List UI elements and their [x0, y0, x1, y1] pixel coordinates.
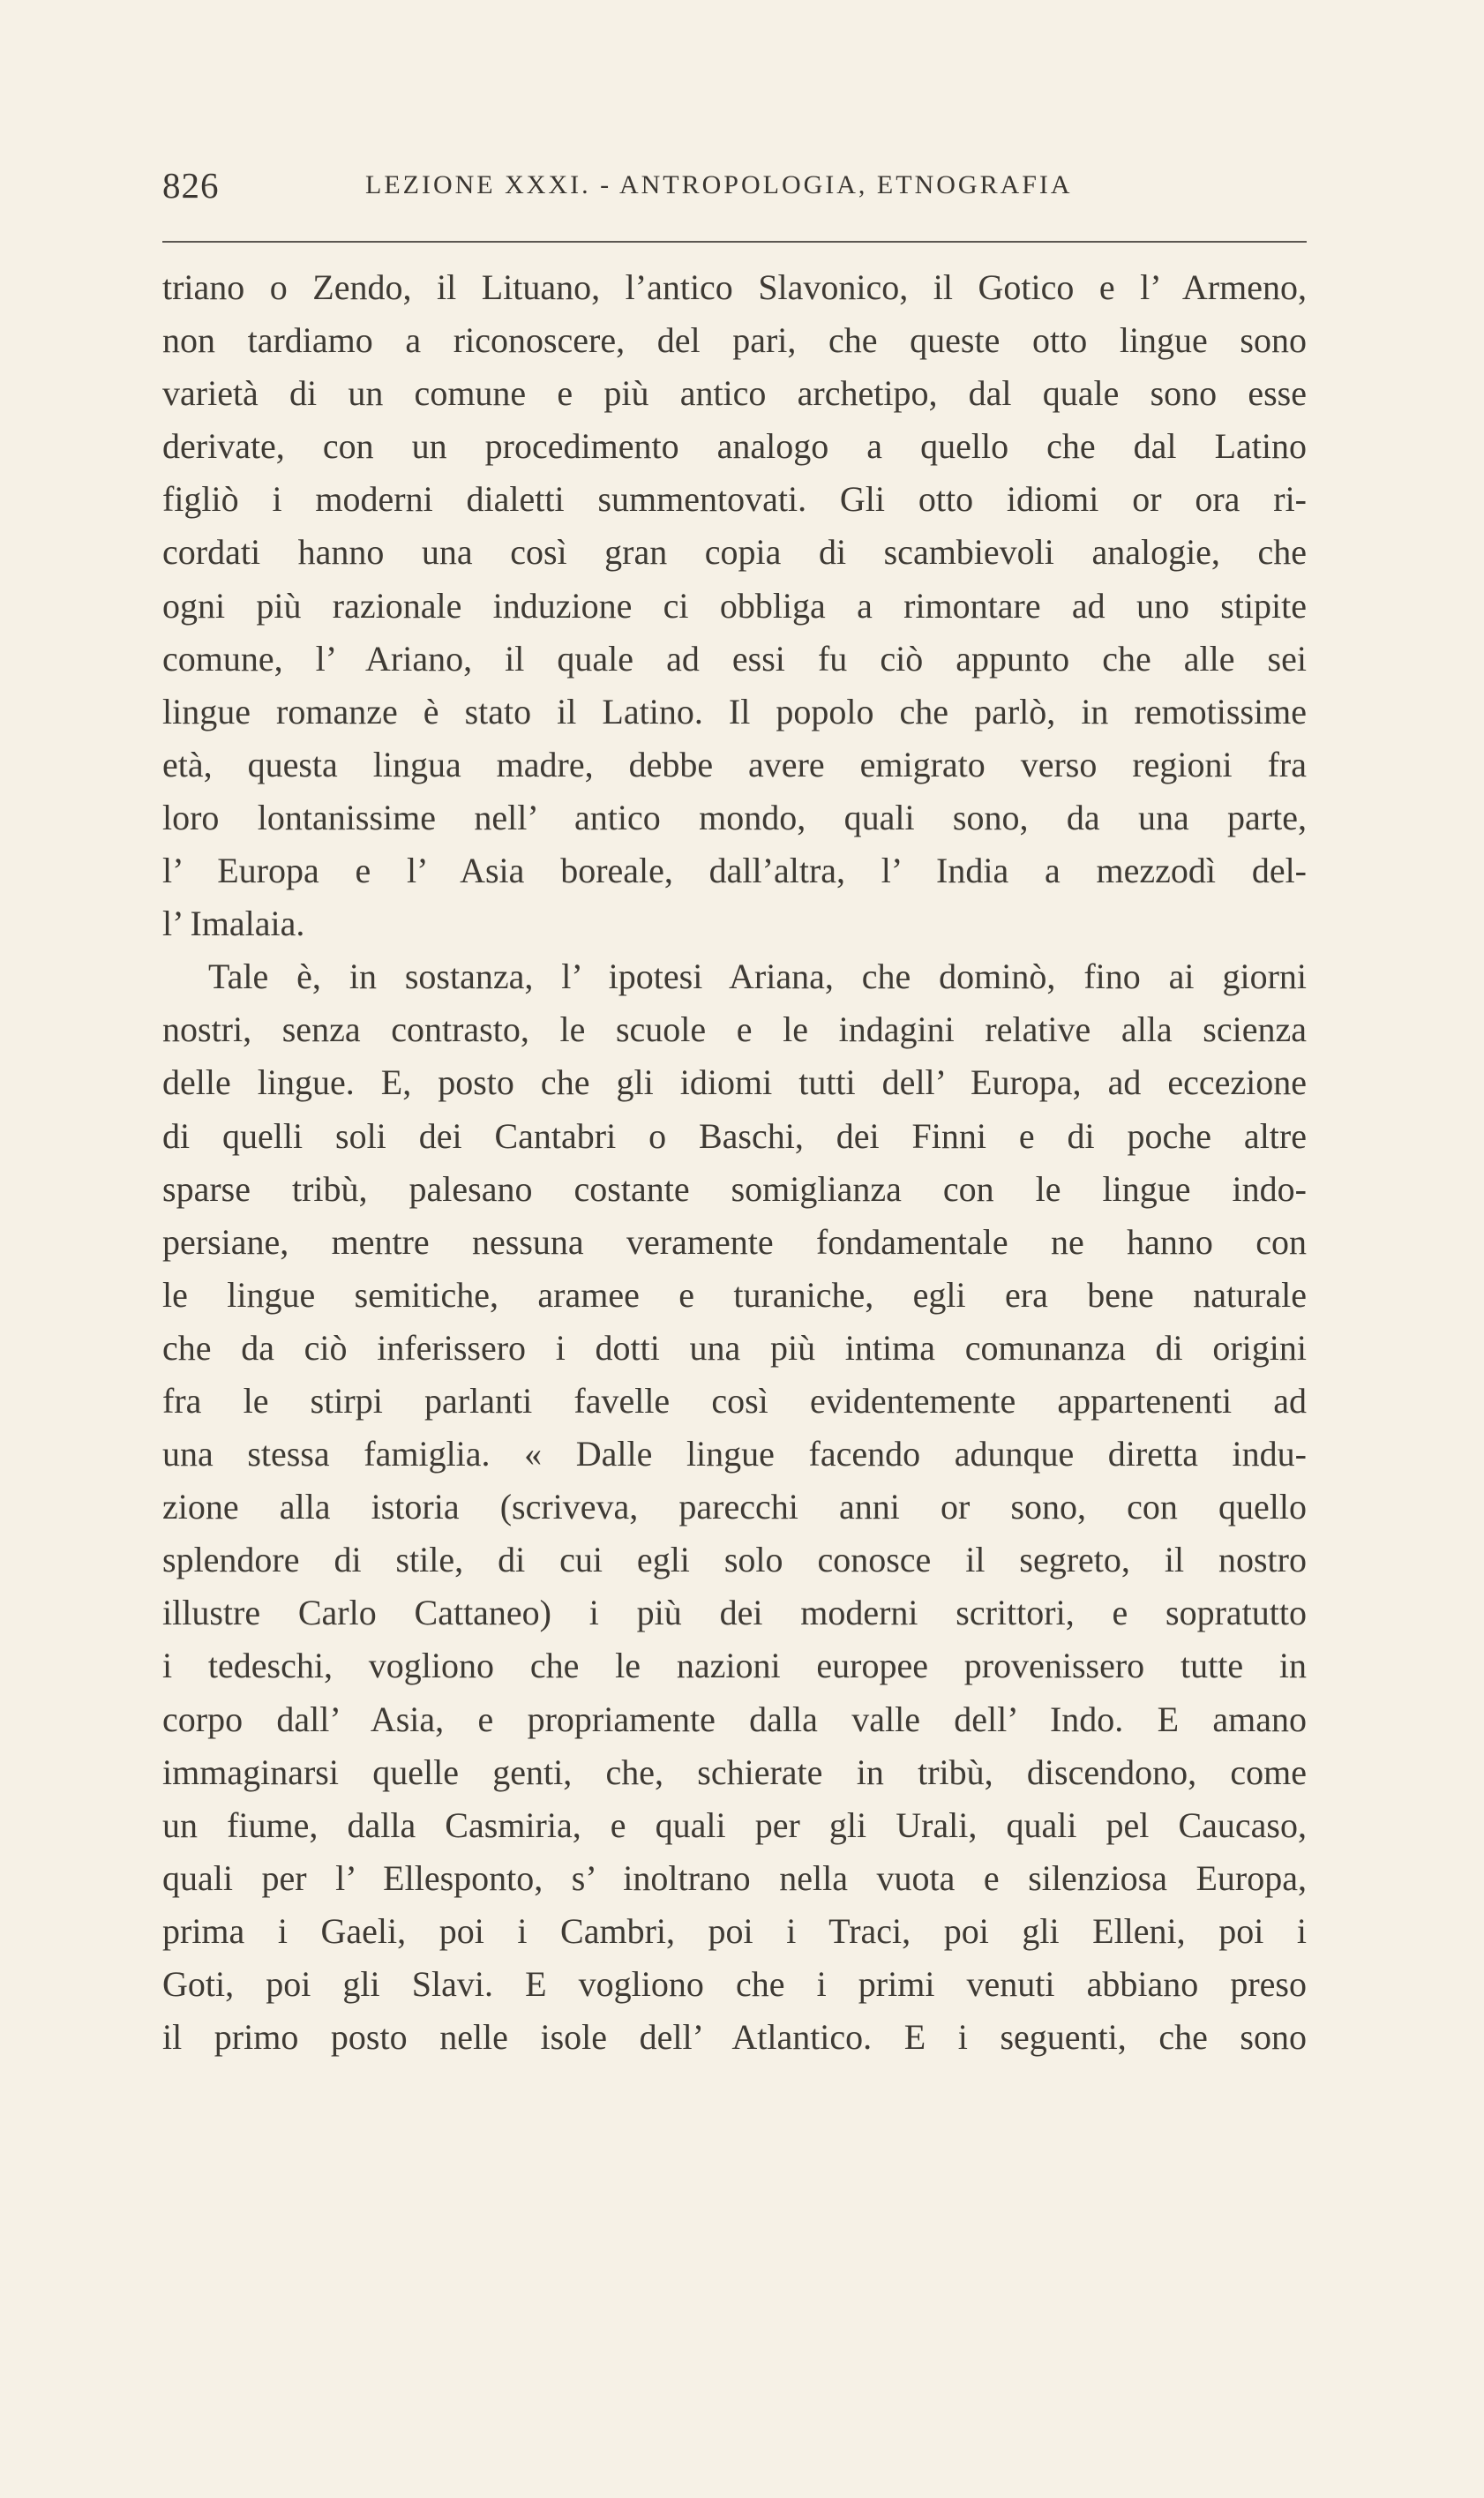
text-line: varietà di un comune e più antico archetipo, dal quale sono esse	[162, 373, 1307, 414]
text-line: lingue romanze è stato il Latino. Il popolo che parlò, in remotissime	[162, 691, 1307, 731]
paragraph-first-line: Tale è, in sostanza, l’ ipotesi Ariana, che dominò, fino ai giorni	[208, 956, 1307, 997]
text-line: età, questa lingua madre, debbe avere emigrato verso regioni fra	[162, 744, 1307, 784]
text-line: Goti, poi gli Slavi. E vogliono che i primi venuti abbiano preso	[162, 1964, 1307, 2004]
text-line: comune, l’ Ariano, il quale ad essi fu ciò appunto che alle sei	[162, 638, 1307, 679]
body-text	[162, 261, 1307, 2064]
text-line: immaginarsi quelle genti, che, schierate in tribù, discendono, come	[162, 1752, 1307, 1792]
text-line: i tedeschi, vogliono che le nazioni europee provenissero tutte in	[162, 1646, 1307, 1686]
header-rule	[162, 241, 1307, 243]
text-line: corpo dall’ Asia, e propriamente dalla valle dell’ Indo. E amano	[162, 1699, 1307, 1739]
text-line: fra le stirpi parlanti favelle così evidentemente appartenenti ad	[162, 1380, 1307, 1421]
text-line: di quelli soli dei Cantabri o Baschi, dei Finni e di poche altre	[162, 1115, 1307, 1156]
text-line: non tardiamo a riconoscere, del pari, che queste otto lingue sono	[162, 320, 1307, 361]
text-line: prima i Gaeli, poi i Cambri, poi i Traci, poi gli Elleni, poi i	[162, 1910, 1307, 1951]
text-line: triano o Zendo, il Lituano, l’antico Slavonico, il Gotico e l’ Armeno,	[162, 267, 1307, 307]
text-line: l’ Europa e l’ Asia boreale, dall’altra, l’ India a mezzodì del-	[162, 851, 1307, 891]
paragraph-end-line: l’ Imalaia.	[162, 904, 305, 944]
text-line: un fiume, dalla Casmiria, e quali per gli Urali, quali pel Caucaso,	[162, 1804, 1307, 1845]
text-line: nostri, senza contrasto, le scuole e le indagini relative alla scienza	[162, 1009, 1307, 1050]
text-line: loro lontanissime nell’ antico mondo, quali sono, da una parte,	[162, 797, 1307, 837]
page-number: 826	[162, 165, 220, 206]
text-line: le lingue semitiche, aramee e turaniche, egli era bene naturale	[162, 1274, 1307, 1315]
text-line: splendore di stile, di cui egli solo conosce il segreto, il nostro	[162, 1540, 1307, 1580]
text-line: una stessa famiglia. « Dalle lingue facendo adunque diretta indu-	[162, 1434, 1307, 1474]
text-line: quali per l’ Ellesponto, s’ inoltrano nella vuota e silenziosa Europa,	[162, 1857, 1307, 1898]
text-line: il primo posto nelle isole dell’ Atlantico. E i seguenti, che sono	[162, 2017, 1307, 2058]
running-title: LEZIONE XXXI. - ANTROPOLOGIA, ETNOGRAFIA	[365, 170, 1073, 199]
text-line: cordati hanno una così gran copia di scambievoli analogie, che	[162, 532, 1307, 573]
text-line: derivate, con un procedimento analogo a quello che dal Latino	[162, 426, 1307, 467]
text-line: ogni più razionale induzione ci obbliga a rimontare ad uno stipite	[162, 585, 1307, 626]
text-line: figliò i moderni dialetti summentovati. Gli otto idiomi or ora ri-	[162, 479, 1307, 520]
text-line: zione alla istoria (scriveva, parecchi anni or sono, con quello	[162, 1487, 1307, 1527]
page-header	[162, 161, 1307, 210]
text-line: sparse tribù, palesano costante somiglianza con le lingue indo-	[162, 1168, 1307, 1209]
text-line: delle lingue. E, posto che gli idiomi tutti dell’ Europa, ad eccezione	[162, 1062, 1307, 1103]
text-line: persiane, mentre nessuna veramente fondamentale ne hanno con	[162, 1221, 1307, 1262]
text-line: illustre Carlo Cattaneo) i più dei moderni scrittori, e sopratutto	[162, 1593, 1307, 1633]
text-line: che da ciò inferissero i dotti una più intima comunanza di origini	[162, 1327, 1307, 1368]
